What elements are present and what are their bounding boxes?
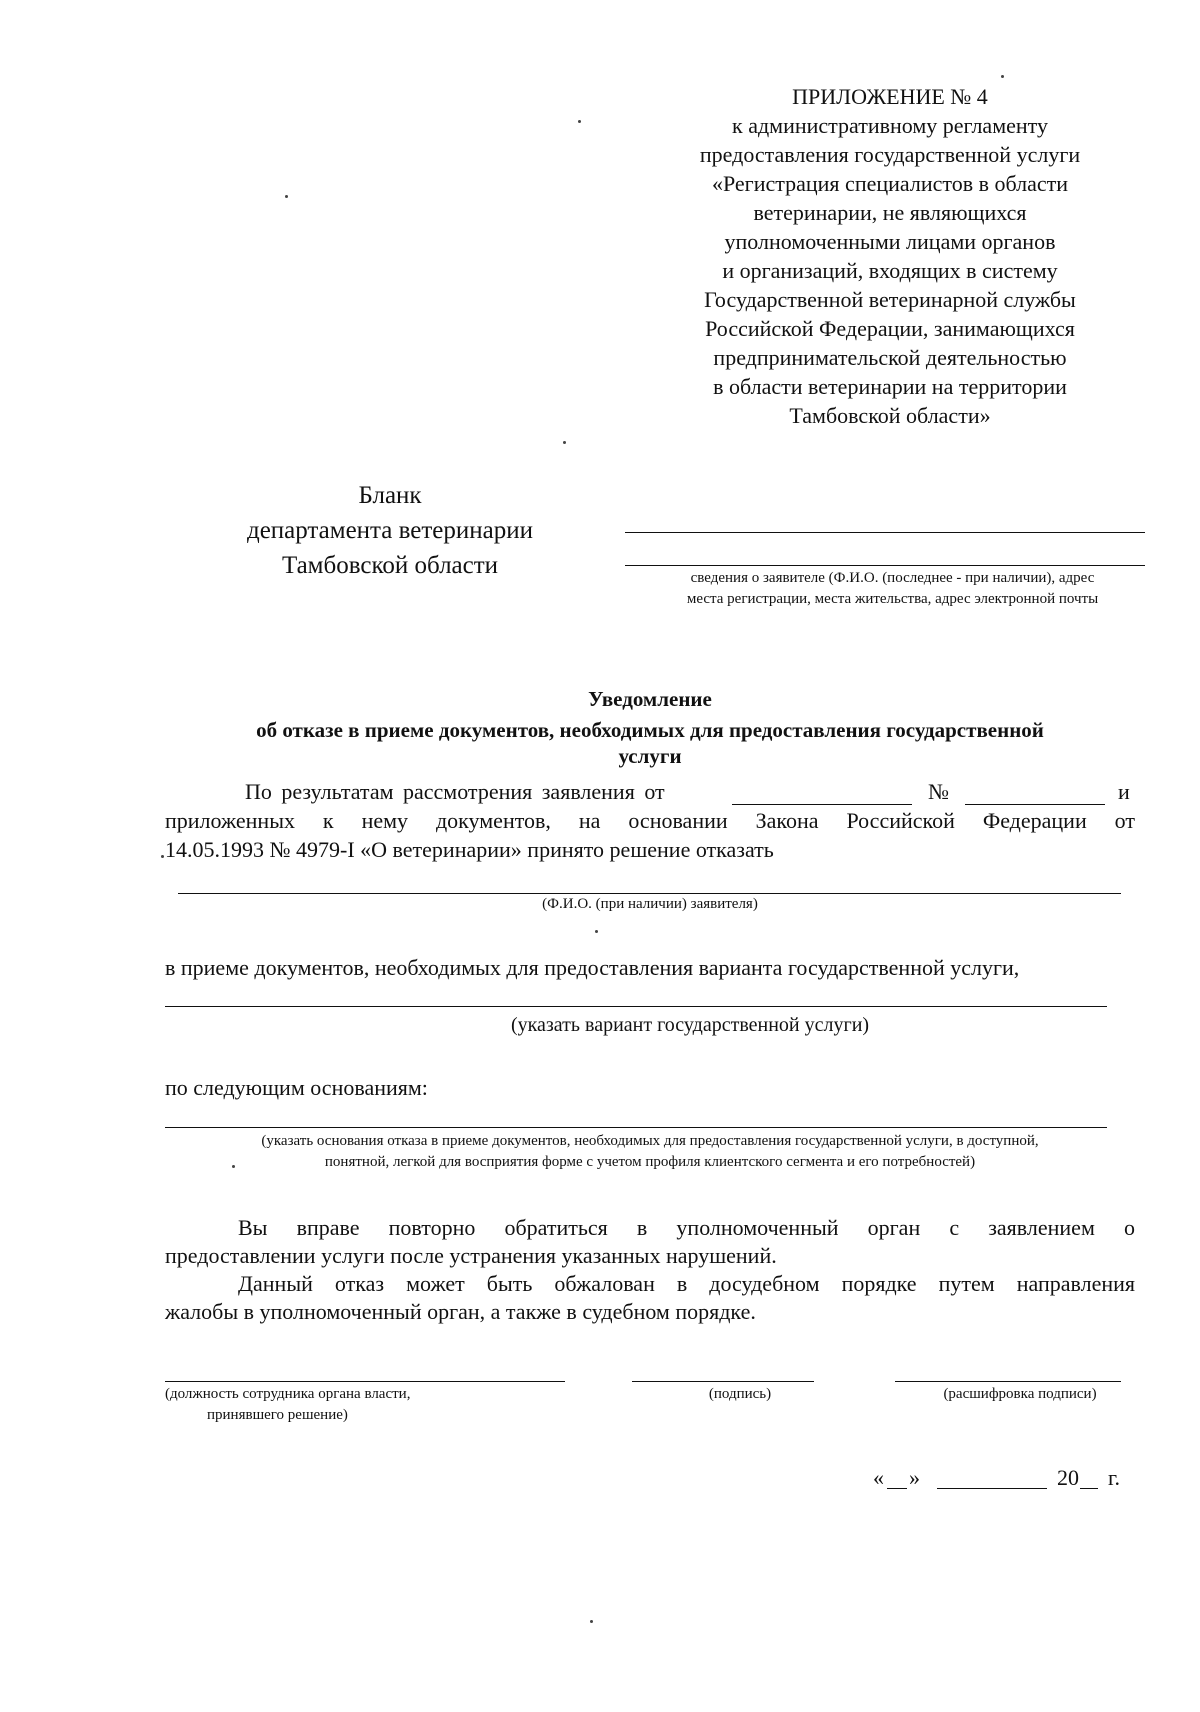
letterhead-line-1: Бланк: [358, 482, 422, 509]
p1-line-3: 14.05.1993 № 4979-I «О ветеринарии» принято решение отказать: [165, 837, 774, 862]
date-day-field[interactable]: [887, 1488, 907, 1489]
p4-line-1: Вы вправе повторно обратиться в уполномоченный орган с заявлением о: [238, 1215, 1135, 1240]
letterhead: [190, 478, 590, 583]
date-year-field[interactable]: [1080, 1488, 1098, 1489]
appendix-title: ПРИЛОЖЕНИЕ № 4: [792, 84, 988, 109]
appendix-line: уполномоченными лицами органов: [724, 229, 1056, 254]
appendix-line: Государственной ветеринарной службы: [704, 287, 1076, 312]
decoding-caption: (расшифровка подписи): [943, 1386, 1097, 1402]
date-year-suffix: г.: [1108, 1465, 1121, 1490]
grounds-caption-line-1: (указать основания отказа в приеме документов, необходимых для предоставления государственной услуги, в доступной,: [261, 1133, 1039, 1149]
letterhead-line-2: департамента ветеринарии: [246, 517, 534, 544]
appendix-line: предпринимательской деятельностью: [713, 345, 1067, 370]
grounds-caption: [155, 1131, 1145, 1173]
appendix-line: к административному регламенту: [732, 113, 1048, 138]
service-variant-field[interactable]: [165, 1006, 1107, 1007]
letterhead-line-3: Тамбовской области: [281, 552, 499, 579]
scan-speck: [1001, 75, 1004, 78]
scan-speck: [232, 1165, 235, 1168]
position-caption: [165, 1384, 525, 1426]
appendix-line: Тамбовской области»: [789, 403, 991, 428]
heading-line-1: Уведомление: [588, 687, 712, 711]
grounds-caption-line-2: понятной, легкой для восприятия форме с учетом профиля клиентского сегмента и его потребностей): [324, 1154, 976, 1170]
scan-speck: [563, 441, 566, 444]
p1-text: По результатам рассмотрения заявления от: [245, 779, 665, 804]
appendix-line: Российской Федерации, занимающихся: [705, 316, 1075, 341]
appendix-line: в области ветеринарии на территории: [713, 374, 1067, 399]
scan-speck: [285, 195, 288, 198]
p3-text: по следующим основаниям:: [165, 1075, 428, 1100]
scan-speck: [590, 1620, 593, 1623]
appendix-line: ветеринарии, не являющихся: [753, 200, 1027, 225]
position-caption-line-2: принявшего решение): [207, 1407, 348, 1423]
p1-and: и: [1118, 779, 1130, 804]
appendix-line: «Регистрация специалистов в области: [711, 171, 1069, 196]
grounds-field[interactable]: [165, 1127, 1107, 1128]
p2-text: в приеме документов, необходимых для предоставления варианта государственной услуги,: [165, 955, 1020, 980]
p1-date-field[interactable]: [732, 804, 912, 805]
date-year-prefix: 20: [1057, 1465, 1079, 1490]
appendix-block: [640, 82, 1140, 430]
scan-speck: [578, 120, 581, 123]
fio-caption: (Ф.И.О. (при наличии) заявителя): [542, 896, 758, 912]
scan-speck: [161, 855, 164, 858]
appendix-line: предоставления государственной услуги: [699, 142, 1081, 167]
p4-line-2: предоставлении услуги после устранения указанных нарушений.: [165, 1243, 777, 1268]
date-row: [873, 1463, 1133, 1493]
variant-caption: (указать вариант государственной услуги): [510, 1014, 870, 1036]
heading-line-3: услуги: [618, 744, 682, 768]
appendix-line: и организаций, входящих в систему: [722, 258, 1058, 283]
p1-line-2: приложенных к нему документов, на основании Закона Российской Федерации от: [165, 808, 1135, 833]
date-month-field[interactable]: [937, 1488, 1047, 1489]
applicant-caption-line-2: места регистрации, места жительства, адрес электронной почты: [686, 591, 1099, 607]
date-open-quote: «: [873, 1465, 884, 1490]
p5-line-1: Данный отказ может быть обжалован в досудебном порядке путем направления: [238, 1271, 1135, 1296]
scan-speck: [595, 930, 598, 933]
signature-field[interactable]: [632, 1381, 814, 1382]
p1-number-field[interactable]: [965, 804, 1105, 805]
p1-line-1: [245, 777, 1135, 807]
date-close-quote: »: [909, 1465, 920, 1490]
p5-line-2: жалобы в уполномоченный орган, а также в судебном порядке.: [165, 1299, 756, 1324]
position-field[interactable]: [165, 1381, 565, 1382]
applicant-caption-line-1: сведения о заявителе (Ф.И.О. (последнее - при наличии), адрес: [690, 570, 1095, 586]
position-caption-line-1: (должность сотрудника органа власти,: [165, 1386, 411, 1402]
applicant-line-2[interactable]: [625, 565, 1145, 566]
decoding-field[interactable]: [895, 1381, 1121, 1382]
applicant-caption: [630, 568, 1155, 610]
signature-caption: (подпись): [708, 1386, 772, 1402]
notice-heading: [150, 684, 1150, 772]
p1-number-sign: №: [928, 779, 949, 804]
heading-line-2: об отказе в приеме документов, необходимых для предоставления государственной: [256, 718, 1044, 742]
applicant-line-1[interactable]: [625, 532, 1145, 533]
